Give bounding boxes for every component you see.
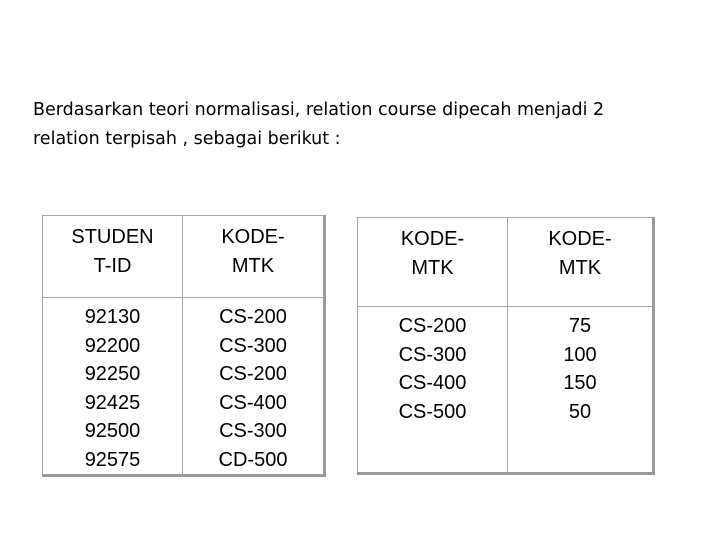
- kode-mtk: CS-300: [219, 334, 287, 357]
- student-id: 92425: [84, 391, 141, 414]
- value-cell: [508, 307, 654, 474]
- value: 150: [563, 372, 597, 394]
- table-body-row: [358, 307, 654, 474]
- kode-mtk: CS-400: [398, 372, 467, 394]
- table-header-row: [358, 218, 654, 307]
- intro-line-2: relation terpisah , sebagai berikut :: [33, 129, 341, 149]
- kode-mtk-cell: [183, 298, 325, 476]
- kode-mtk-cell: [358, 307, 508, 474]
- kode-mtk: CS-200: [398, 315, 467, 337]
- kode-mtk: CS-300: [398, 343, 467, 366]
- student-id: 92130: [84, 306, 141, 328]
- kode-mtk: CD-500: [218, 448, 288, 471]
- table-header-row: [43, 216, 325, 298]
- header-kode-mtk: KODE- MTK: [358, 218, 508, 307]
- kode-mtk: CS-200: [219, 306, 287, 328]
- course-table: [357, 217, 655, 475]
- student-id: 92250: [84, 363, 141, 385]
- header-kode-mtk-2: KODE- MTK: [508, 218, 654, 307]
- student-id: 92500: [84, 420, 141, 442]
- kode-mtk: CS-200: [219, 363, 287, 385]
- header-student-id: STUDEN T-ID: [43, 216, 183, 298]
- student-id: 92575: [84, 448, 141, 471]
- intro-line-1: Berdasarkan teori normalisasi, relation course dipecah menjadi 2: [33, 100, 605, 120]
- header-kode-mtk: KODE- MTK: [183, 216, 325, 298]
- table-body-row: [43, 298, 325, 476]
- student-course-table: [42, 215, 326, 477]
- value: 100: [563, 343, 597, 366]
- student-id: 92200: [84, 334, 141, 357]
- student-id-cell: [43, 298, 183, 476]
- kode-mtk: CS-500: [398, 400, 467, 423]
- value: 75: [568, 315, 592, 337]
- kode-mtk: CS-400: [219, 391, 287, 414]
- kode-mtk: CS-300: [219, 420, 287, 442]
- value: 50: [568, 400, 592, 423]
- intro-paragraph: [33, 96, 693, 154]
